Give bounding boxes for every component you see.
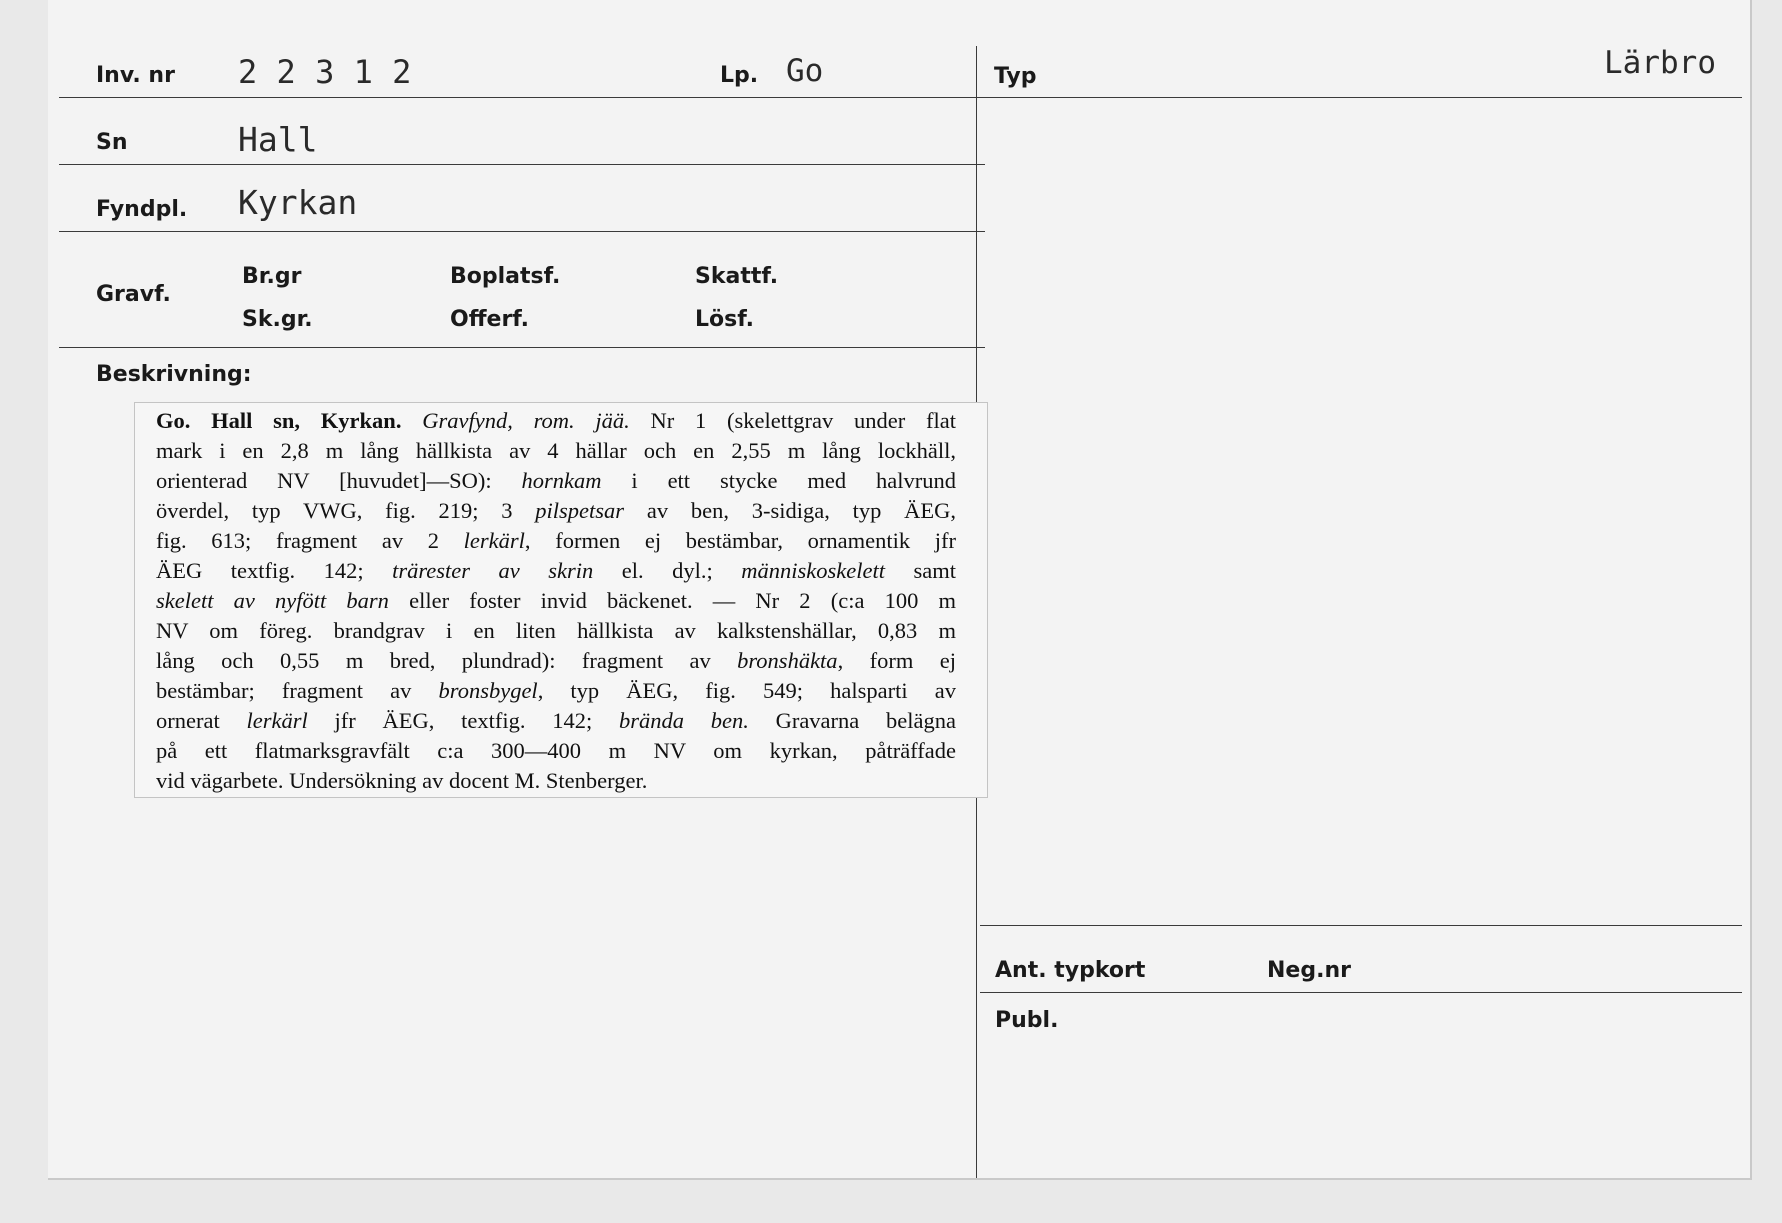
description-segment: samt (884, 558, 956, 583)
category-skattf: Skattf. (695, 264, 779, 289)
description-segment: jfr ÄEG, textfig. 142; (307, 708, 619, 733)
description-segment: bronsbygel (438, 678, 538, 703)
inv-nr-value: 2 2 3 1 2 (238, 53, 412, 91)
description-segment: brända ben. (618, 708, 749, 733)
ant-typkort-label: Ant. typkort (995, 958, 1146, 983)
description-segment: lång och 0,55 m bred, plundrad): fragment av (156, 648, 738, 673)
description-segment: trärester av skrin (392, 558, 594, 583)
description-segment: fig. 613; fragment av 2 (156, 528, 464, 553)
rule-gravf (59, 347, 985, 348)
description-line (156, 648, 956, 674)
neg-nr-label: Neg.nr (1267, 958, 1351, 983)
lp-label: Lp. (720, 63, 759, 88)
description-segment: Go. Hall sn, Kyrkan. (156, 408, 423, 433)
description-segment: bestämbar; fragment av (156, 678, 439, 703)
category-sk-gr: Sk.gr. (242, 307, 313, 332)
description-line (156, 468, 956, 494)
description-segment: NV om föreg. brandgrav i en liten hällkista av kalkstenshällar, 0,83 m (156, 618, 956, 643)
lp-value: Go (786, 53, 824, 89)
description-line (156, 588, 956, 614)
description-segment: på ett flatmarksgravfält c:a 300—400 m NV om kyrkan, påträffade (156, 738, 956, 763)
description-line (156, 498, 956, 524)
rule-sn (59, 164, 985, 165)
fyndpl-value: Kyrkan (238, 183, 358, 222)
beskrivning-label: Beskrivning: (96, 362, 252, 387)
description-line (156, 558, 956, 584)
rule-publ (980, 992, 1742, 993)
catalog-card (48, 0, 1752, 1180)
description-segment: ÄEG textfig. 142; (156, 558, 393, 583)
description-segment: , formen ej bestämbar, ornamentik jfr (524, 528, 956, 553)
rule-typ (980, 97, 1742, 98)
rule-fyndpl (59, 231, 985, 232)
description-line (156, 708, 956, 734)
description-segment: skelett av nyfött barn (156, 588, 389, 613)
description-line (156, 408, 956, 434)
description-segment: ornerat (156, 708, 247, 733)
publ-label: Publ. (995, 1008, 1059, 1033)
description-line (156, 768, 956, 794)
description-line (156, 438, 956, 464)
rule-inv (59, 97, 985, 98)
description-segment: mark i en 2,8 m lång hällkista av 4 hällar och en 2,55 m lång lockhäll, (156, 438, 956, 463)
description-segment: bronshäkta (737, 648, 838, 673)
rule-ant-typkort (980, 925, 1742, 926)
description-segment: orienterad NV [huvudet]—SO): (156, 468, 522, 493)
category-offerf: Offerf. (450, 307, 530, 332)
description-segment: av ben, 3-sidiga, typ ÄEG, (624, 498, 956, 523)
description-segment: , form ej (837, 648, 956, 673)
inv-nr-label: Inv. nr (96, 63, 175, 88)
description-segment: lerkärl (463, 528, 525, 553)
description-line (156, 678, 956, 704)
description-segment: , typ ÄEG, fig. 549; halsparti av (537, 678, 956, 703)
description-slip (134, 402, 988, 798)
description-segment: pilspetsar (535, 498, 625, 523)
description-segment: människoskelett (741, 558, 885, 583)
description-segment: Nr 1 (skelettgrav under flat (629, 408, 956, 433)
description-segment: överdel, typ VWG, fig. 219; 3 (156, 498, 536, 523)
sn-label: Sn (96, 130, 128, 155)
sn-value: Hall (238, 120, 318, 159)
description-segment: el. dyl.; (593, 558, 742, 583)
description-segment: eller foster invid bäckenet. — Nr 2 (c:a 100 m (388, 588, 957, 613)
description-line (156, 528, 956, 554)
description-segment: vid vägarbete. Undersökning av docent M. Stenberger. (156, 768, 648, 793)
description-line (156, 618, 956, 644)
category-losf: Lösf. (695, 307, 754, 332)
description-segment: i ett stycke med halvrund (601, 468, 956, 493)
description-segment: hornkam (521, 468, 602, 493)
fyndpl-label: Fyndpl. (96, 197, 188, 222)
category-br-gr: Br.gr (242, 264, 302, 289)
category-boplatsf: Boplatsf. (450, 264, 561, 289)
description-segment: lerkärl (246, 708, 308, 733)
description-segment: Gravfynd, rom. jää. (422, 408, 630, 433)
gravf-label: Gravf. (96, 282, 171, 307)
description-segment: Gravarna belägna (748, 708, 956, 733)
typ-label: Typ (994, 64, 1037, 89)
description-line (156, 738, 956, 764)
typ-value: Lärbro (1604, 45, 1716, 81)
